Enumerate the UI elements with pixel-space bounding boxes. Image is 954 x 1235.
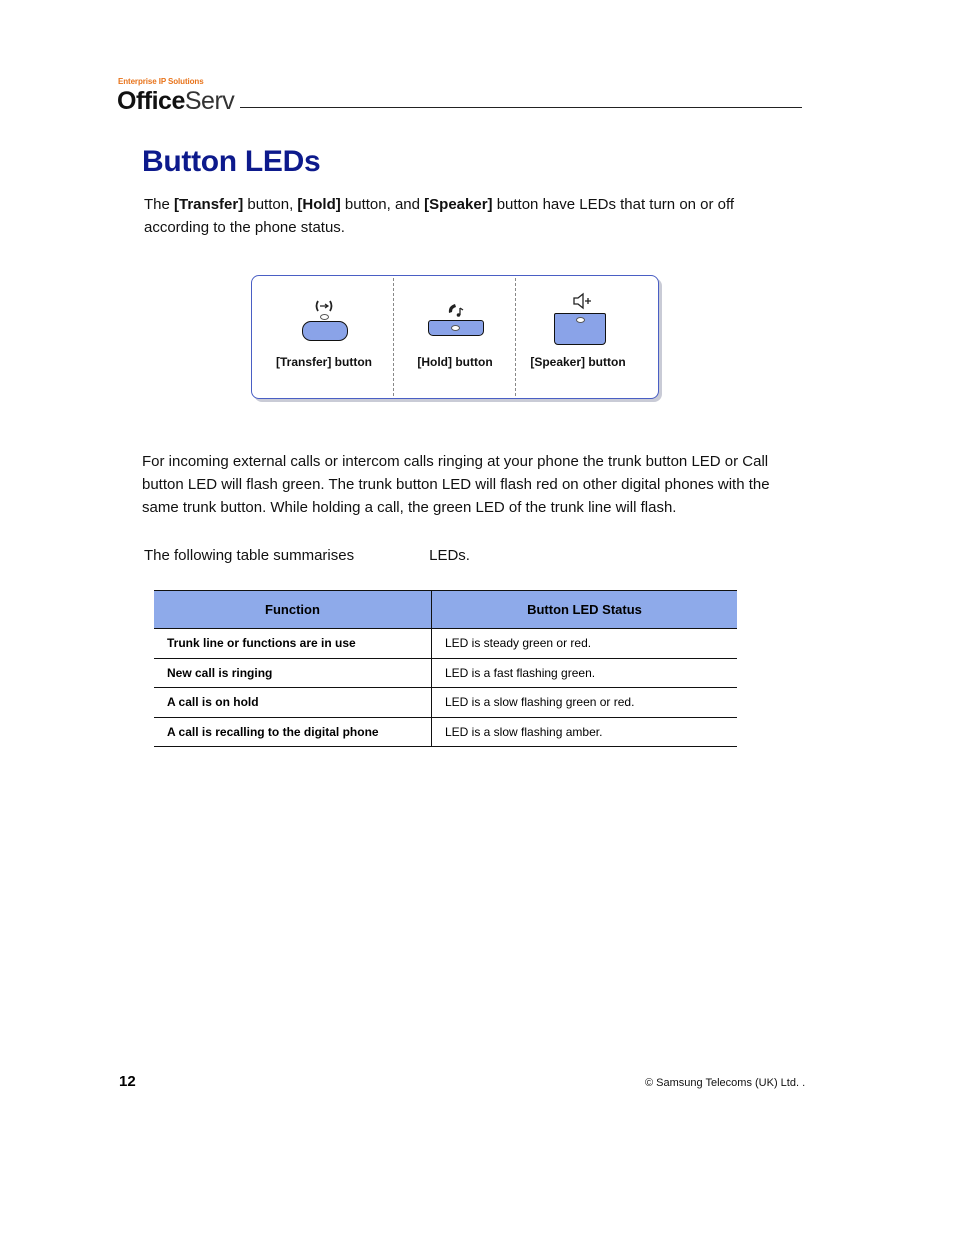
hold-button-label: [Hold] button — [417, 355, 493, 369]
status-cell: LED is steady green or red. — [432, 629, 738, 659]
figure-divider — [393, 278, 394, 396]
intro-hold-bold: [Hold] — [297, 196, 341, 213]
transfer-button-label: [Transfer] button — [276, 355, 372, 369]
table-row — [154, 717, 737, 747]
transfer-led — [320, 314, 329, 320]
speaker-button-graphic — [554, 313, 606, 345]
function-cell: A call is on hold — [154, 688, 432, 718]
status-cell: LED is a slow flashing amber. — [432, 717, 738, 747]
hold-button-graphic — [428, 320, 484, 336]
page-title: Button LEDs — [142, 145, 321, 178]
function-cell: Trunk line or functions are in use — [154, 629, 432, 659]
intro-speaker-bold: [Speaker] — [424, 196, 493, 213]
intro-transfer-bold: [Transfer] — [174, 196, 244, 213]
logo-bold-text: Office — [117, 87, 185, 115]
function-cell: New call is ringing — [154, 658, 432, 688]
status-cell: LED is a slow flashing green or red. — [432, 688, 738, 718]
transfer-button-graphic — [302, 321, 348, 341]
table-row — [154, 688, 737, 718]
speaker-icon — [572, 292, 592, 315]
led-status-table — [154, 590, 737, 747]
intro-text-3: button, and — [340, 196, 425, 213]
figure-divider — [515, 278, 516, 396]
function-column-header: Function — [154, 591, 432, 629]
page-number: 12 — [119, 1073, 136, 1090]
hold-led — [451, 325, 460, 331]
intro-text-4: button have LEDs that turn on or off according to the phone status. — [144, 196, 735, 236]
button-leds-figure — [251, 275, 659, 399]
copyright-notice: © Samsung Telecoms (UK) Ltd. . — [645, 1077, 806, 1089]
brand-tagline: Enterprise IP Solutions — [118, 77, 204, 86]
table-header-row — [154, 591, 737, 629]
intro-text-2: button, — [243, 196, 298, 213]
officeserv-logo — [117, 86, 234, 116]
table-row — [154, 658, 737, 688]
logo-light-text: Serv — [184, 87, 235, 115]
table-intro: The following table summarises LEDs. — [144, 547, 470, 564]
status-column-header: Button LED Status — [432, 591, 738, 629]
table-row — [154, 629, 737, 659]
speaker-button-label: [Speaker] button — [530, 355, 626, 369]
function-cell: A call is recalling to the digital phone — [154, 717, 432, 747]
intro-paragraph — [144, 193, 744, 239]
speaker-led — [576, 317, 585, 323]
ringing-paragraph: For incoming external calls or intercom calls ringing at your phone the trunk button LED or Call button LED will flash green. The trunk button LED will flash red on other digital phones with the same trunk button. While holding a call, the green LED of the trunk line will flash. — [142, 453, 770, 516]
status-cell: LED is a fast flashing green. — [432, 658, 738, 688]
intro-text-1: The — [144, 196, 175, 213]
header-rule — [240, 107, 802, 108]
